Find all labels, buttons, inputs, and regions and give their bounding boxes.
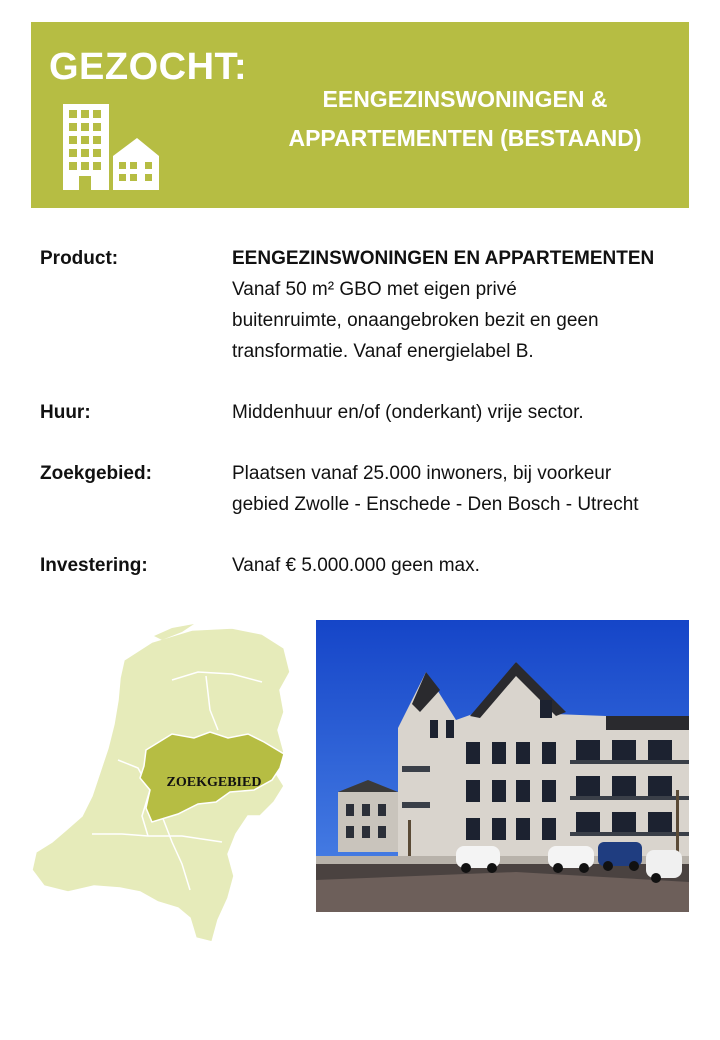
banner-title: GEZOCHT: (49, 46, 248, 88)
banner-subtitle-line1: EENGEZINSWONINGEN & (322, 86, 608, 112)
product-line: Vanaf 50 m² GBO met eigen privé (232, 279, 517, 300)
header-banner (31, 22, 689, 208)
product-label: Product: (40, 248, 119, 269)
investering-label: Investering: (40, 555, 148, 576)
zoekgebied-line: gebied Zwolle - Enschede - Den Bosch - Utrecht (232, 494, 639, 515)
buildings-icon (59, 102, 163, 192)
product-line: buitenruimte, onaangebroken bezit en geen (232, 310, 599, 331)
investering-value (232, 550, 700, 581)
investering-text: Vanaf € 5.000.000 geen max. (232, 555, 480, 576)
huur-text: Middenhuur en/of (onderkant) vrije sector. (232, 402, 584, 423)
huur-label: Huur: (40, 402, 91, 423)
zoekgebied-value (232, 458, 700, 520)
zoekgebied-label: Zoekgebied: (40, 463, 152, 484)
banner-subtitle-line2: APPARTEMENTEN (BESTAAND) (288, 125, 642, 151)
banner-subtitle (255, 80, 675, 158)
netherlands-map (22, 620, 302, 950)
product-line: transformatie. Vanaf energielabel B. (232, 341, 534, 362)
huur-value (232, 397, 700, 428)
product-heading: EENGEZINSWONINGEN EN APPARTEMENTEN (232, 248, 655, 269)
zoekgebied-map-label: ZOEKGEBIED (166, 775, 262, 790)
product-value (232, 243, 700, 367)
zoekgebied-line: Plaatsen vanaf 25.000 inwoners, bij voorkeur (232, 463, 612, 484)
apartment-building-photo (316, 620, 689, 912)
